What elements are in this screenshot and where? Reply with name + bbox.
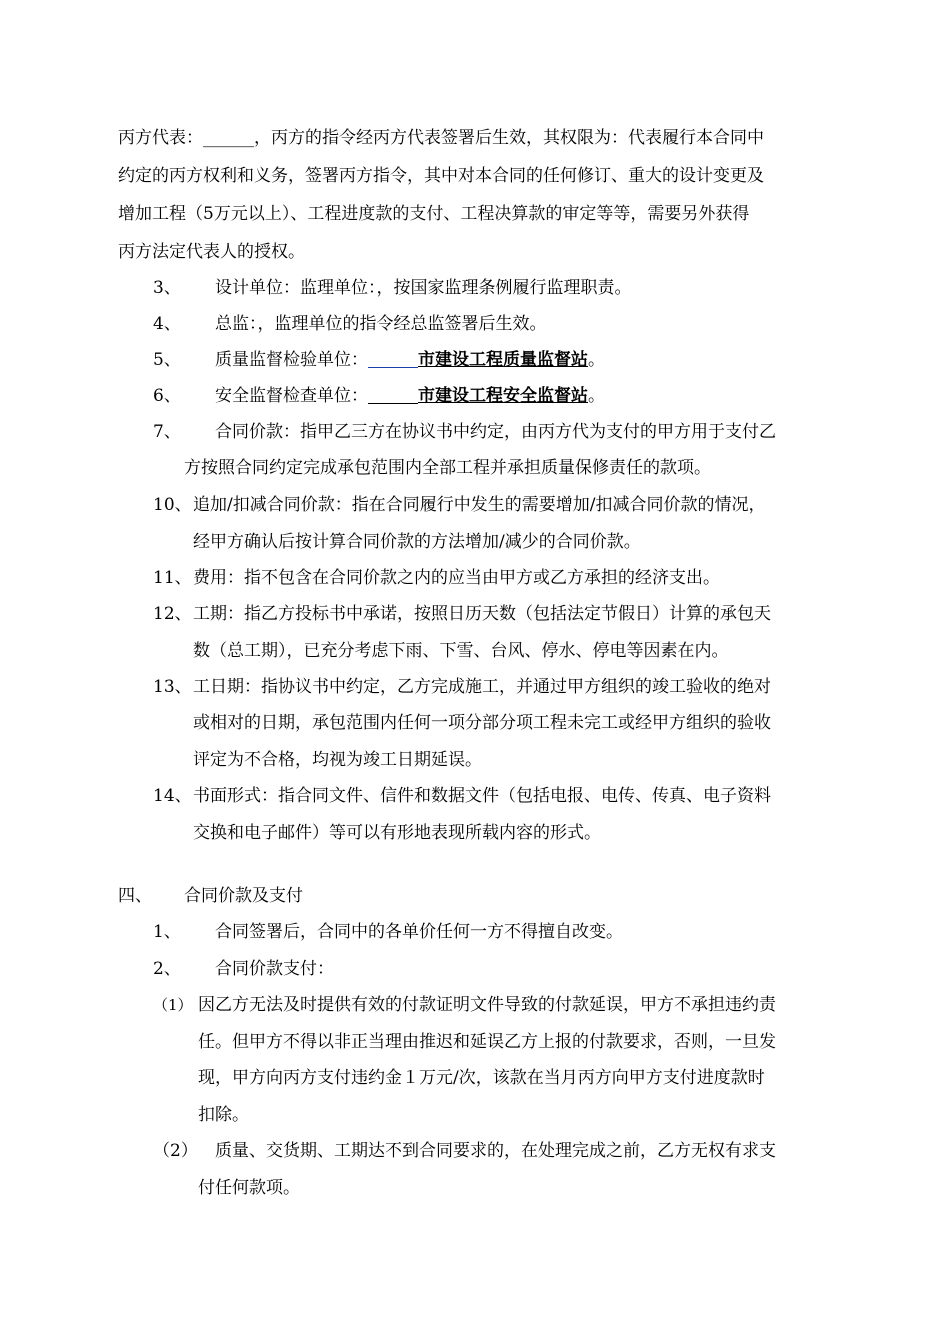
item-text: 设计单位：监理单位：，按国家监理条例履行监理职责。 — [215, 278, 632, 298]
item-text-cont: 数（总工期），已充分考虑下雨、下雪、台风、停水、停电等因素在内。 — [193, 641, 729, 661]
item-number: 14、 — [153, 786, 192, 806]
blank-underline — [368, 387, 418, 404]
blank-underline — [368, 351, 418, 368]
sub-item-text: 任。但甲方不得以非正当理由推迟和延误乙方上报的付款要求，否则，一旦发 — [198, 1032, 776, 1052]
item-number: 7、 — [153, 422, 181, 442]
item-tail: 。 — [588, 350, 605, 370]
paragraph-line: 丙方法定代表人的授权。 — [118, 242, 305, 262]
section-title: 合同价款及支付 — [184, 886, 303, 906]
sub-item-text: 现，甲方向丙方支付违约金１万元/次，该款在当月丙方向甲方支付进度款时 — [198, 1068, 765, 1088]
item-text — [215, 349, 605, 371]
item-text: 合同签署后，合同中的各单价任何一方不得擅自改变。 — [215, 922, 623, 942]
item-text-cont: 经甲方确认后按计算合同价款的方法增加/减少的合同价款。 — [193, 532, 641, 552]
item-number: 5、 — [153, 350, 181, 370]
item-text: 合同价款支付： — [215, 959, 334, 979]
item-label: 安全监督检查单位： — [215, 386, 368, 406]
item-text-cont: 评定为不合格，均视为竣工日期延误。 — [193, 750, 482, 770]
item-text-cont: 或相对的日期，承包范围内任何一项分部分项工程未完工或经甲方组织的验收 — [193, 713, 771, 733]
sub-item-number: （1） — [153, 996, 193, 1014]
safety-station-name: 市建设工程安全监督站 — [418, 386, 588, 406]
item-text: 费用：指不包含在合同价款之内的应当由甲方或乙方承担的经济支出。 — [193, 568, 720, 588]
paragraph-line: 丙方代表：______，丙方的指令经丙方代表签署后生效，其权限为：代表履行本合同中 — [118, 128, 764, 148]
sub-item-text: 质量、交货期、工期达不到合同要求的，在处理完成之前，乙方无权有求支 — [215, 1141, 776, 1161]
quality-station-name: 市建设工程质量监督站 — [418, 350, 588, 370]
item-number: 11、 — [153, 568, 192, 588]
sub-item-text: 扣除。 — [198, 1105, 249, 1125]
item-number: 1、 — [153, 922, 181, 942]
section-number: 四、 — [118, 886, 152, 906]
item-number: 12、 — [153, 604, 192, 624]
item-text: 总监：，监理单位的指令经总监签署后生效。 — [215, 314, 547, 334]
item-label: 质量监督检验单位： — [215, 350, 368, 370]
item-number: 6、 — [153, 386, 181, 406]
item-text: 合同价款：指甲乙三方在协议书中约定，由丙方代为支付的甲方用于支付乙 — [215, 422, 776, 442]
item-tail: 。 — [588, 386, 605, 406]
paragraph-line: 增加工程（5万元以上）、工程进度款的支付、工程决算款的审定等等，需要另外获得 — [118, 204, 750, 224]
item-number: 4、 — [153, 314, 181, 334]
item-text: 工日期：指协议书中约定，乙方完成施工，并通过甲方组织的竣工验收的绝对 — [193, 677, 771, 697]
item-number: 2、 — [153, 959, 181, 979]
item-text: 工期：指乙方投标书中承诺，按照日历天数（包括法定节假日）计算的承包天 — [193, 604, 771, 624]
item-text: 追加/扣减合同价款：指在合同履行中发生的需要增加/扣减合同价款的情况， — [193, 495, 766, 515]
item-number: 10、 — [153, 495, 192, 515]
item-text-cont: 交换和电子邮件）等可以有形地表现所载内容的形式。 — [193, 823, 601, 843]
item-text-cont: 方按照合同约定完成承包范围内全部工程并承担质量保修责任的款项。 — [184, 458, 711, 478]
paragraph-line: 约定的丙方权利和义务，签署丙方指令，其中对本合同的任何修订、重大的设计变更及 — [118, 166, 764, 186]
sub-item-text: 付任何款项。 — [198, 1178, 300, 1198]
item-text — [215, 385, 605, 407]
sub-item-text: 因乙方无法及时提供有效的付款证明文件导致的付款延误，甲方不承担违约责 — [198, 995, 776, 1015]
item-text: 书面形式：指合同文件、信件和数据文件（包括电报、电传、传真、电子资料 — [193, 786, 771, 806]
sub-item-number: （2） — [153, 1141, 198, 1161]
item-number: 3、 — [153, 278, 181, 298]
item-number: 13、 — [153, 677, 192, 697]
